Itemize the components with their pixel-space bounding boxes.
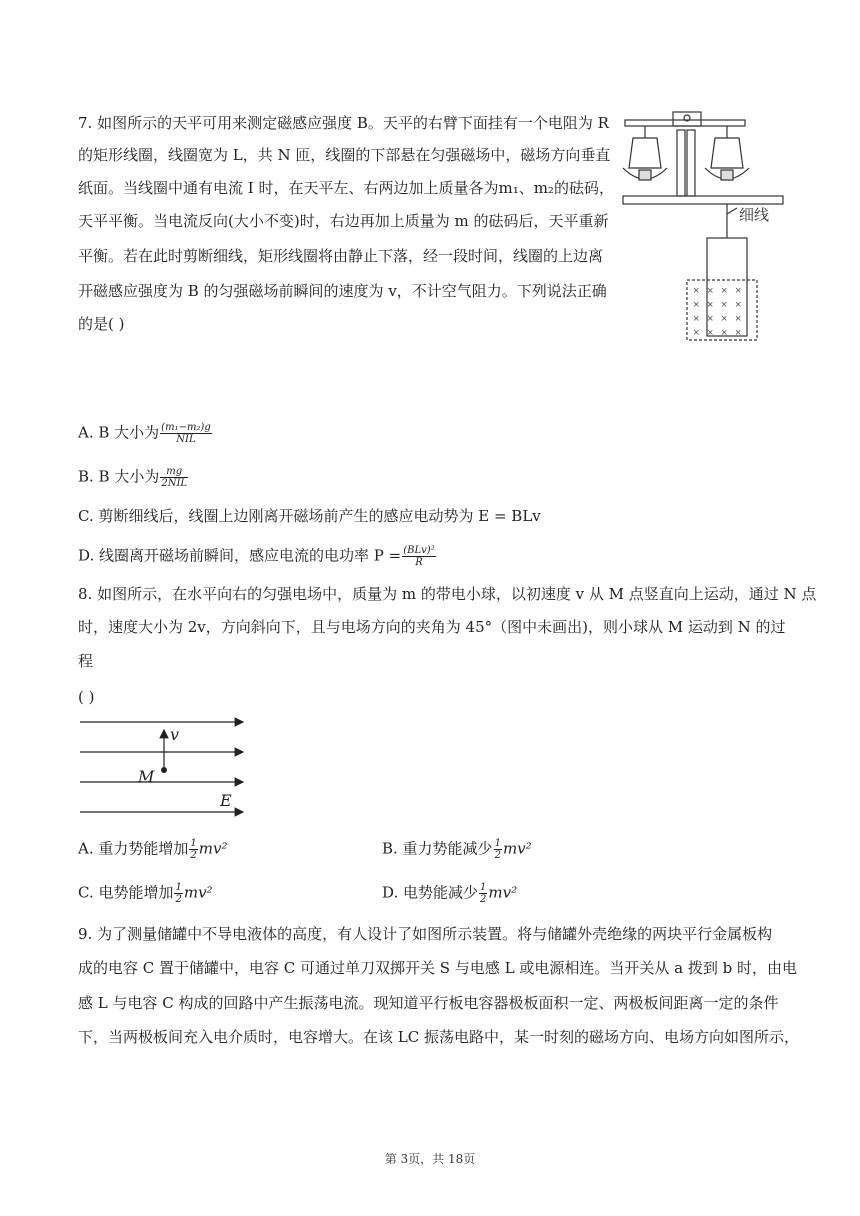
svg-text:×: × xyxy=(721,327,728,339)
svg-text:×: × xyxy=(707,327,714,339)
q8-line-2: 时，速度大小为 2v，方向斜向下，且与电场方向的夹角为 45°（图中未画出)，则小球从 M 运动到 N 的过 xyxy=(78,618,786,636)
svg-text:×: × xyxy=(721,285,728,297)
q7-line-1: 7. 如图所示的天平可用来测定磁感应强度 B。天平的右臂下面挂有一个电阻为 R xyxy=(78,114,609,132)
electric-field-figure xyxy=(78,712,253,817)
svg-text:×: × xyxy=(707,299,714,311)
q9-line-1: 9. 为了测量储罐中不导电液体的高度，有人设计了如图所示装置。将与储罐外壳绝缘的两块平行金属板构 xyxy=(78,925,773,943)
svg-text:×: × xyxy=(707,313,714,325)
q7-line-7: 的是( ) xyxy=(78,315,125,333)
svg-text:×: × xyxy=(693,299,700,311)
velocity-label: v xyxy=(170,725,180,744)
field-label: E xyxy=(220,791,232,810)
q8-line-4: ( ) xyxy=(78,688,95,706)
q7-option-d[interactable]: D. 线圈离开磁场前瞬间，感应电流的电功率 P = $\frac{\text{(BLv)²}}{R}$ xyxy=(78,545,435,568)
svg-text:×: × xyxy=(693,327,700,339)
q7-line-3: 纸面。当线圈中通有电流 I 时，在天平左、右两边加上质量各为m₁、m₂的砝码， xyxy=(78,179,614,197)
q8-option-b[interactable]: B. 重力势能减少 $\frac{1}{2}$ mv² xyxy=(382,838,532,861)
svg-text:×: × xyxy=(735,313,742,325)
svg-text:×: × xyxy=(693,313,700,325)
q7-option-c[interactable]: C. 剪断细线后，线圈上边刚离开磁场前产生的感应电动势为 E = BLv xyxy=(78,507,541,525)
svg-text:×: × xyxy=(721,299,728,311)
q8-line-1: 8. 如图所示，在水平向右的匀强电场中，质量为 m 的带电小球，以初速度 v 从 M 点竖直向上运动，通过 N 点 xyxy=(78,585,817,603)
q9-line-3: 感 L 与电容 C 构成的回路中产生振荡电流。现知道平行板电容器极板面积一定、两极板间距离一定的条件 xyxy=(78,994,779,1012)
q7-option-a[interactable]: A. B 大小为 $\frac{\text{(m₁−m₂)g}}{\text{NIL}}$ xyxy=(78,422,211,445)
point-m-label: M xyxy=(138,767,155,786)
q8-option-c[interactable]: C. 电势能增加 $\frac{1}{2}$ mv² xyxy=(78,882,213,905)
q7-line-5: 平衡。若在此时剪断细线，矩形线圈将由静止下落，经一段时间，线圈的上边离 xyxy=(78,247,604,265)
page-footer: 第 3页，共 18页 xyxy=(384,1152,476,1166)
q7-line-6: 开磁感应强度为 B 的匀强磁场前瞬间的速度为 v，不计空气阻力。下列说法正确 xyxy=(78,282,607,300)
svg-text:×: × xyxy=(707,285,714,297)
svg-text:×: × xyxy=(735,285,742,297)
q7-option-b[interactable]: B. B 大小为 $\frac{mg}{\text{2NIL}}$ xyxy=(78,466,188,489)
q9-line-2: 成的电容 C 置于储罐中，电容 C 可通过单刀双掷开关 S 与电感 L 或电源相连。当开关从 a 拨到 b 时，由电 xyxy=(78,959,797,977)
string-label: 细线 xyxy=(739,207,770,224)
point-m-dot xyxy=(161,767,167,773)
q8-option-d[interactable]: D. 电势能减少 $\frac{1}{2}$ mv² xyxy=(382,882,518,905)
q7-line-4: 天平平衡。当电流反向(大小不变)时，右边再加上质量为 m 的砝码后，天平重新 xyxy=(78,212,609,230)
svg-text:×: × xyxy=(693,285,700,297)
svg-text:×: × xyxy=(735,299,742,311)
balance-figure xyxy=(615,108,795,348)
q8-line-3: 程 xyxy=(78,652,94,670)
svg-text:×: × xyxy=(735,327,742,339)
svg-text:×: × xyxy=(721,313,728,325)
q9-line-4: 下，当两极板间充入电介质时，电容增大。在该 LC 振荡电路中，某一时刻的磁场方向、电场方向如图所示， xyxy=(78,1028,799,1046)
q8-option-a[interactable]: A. 重力势能增加 $\frac{1}{2}$ mv² xyxy=(78,838,228,861)
q7-line-2: 的矩形线圈，线圈宽为 L，共 N 匝，线圈的下部悬在匀强磁场中，磁场方向垂直 xyxy=(78,146,611,164)
